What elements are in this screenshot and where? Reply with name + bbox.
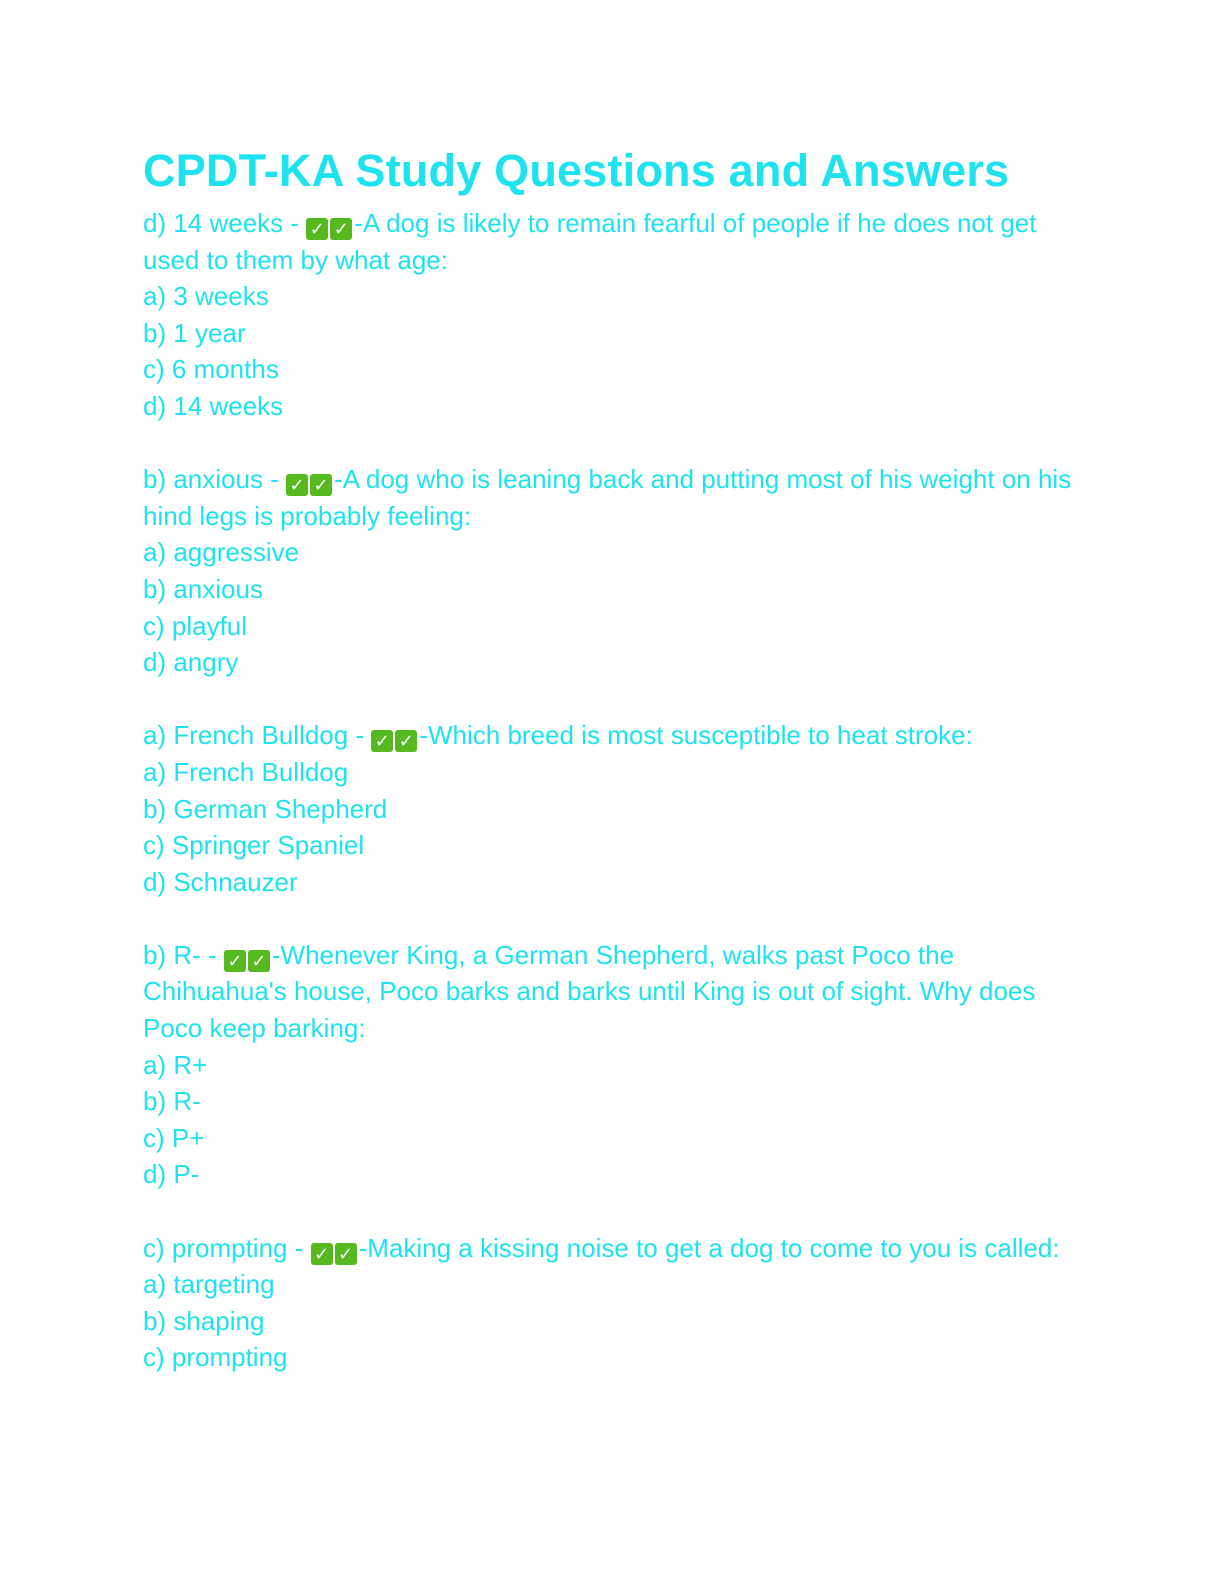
question-line xyxy=(143,205,1083,278)
option-c: c) prompting xyxy=(143,1342,288,1373)
question-text: -Whenever King, a German Shepherd, walks past Poco the Chihuahua's house, Poco barks and barks until King is out of sight. Why does Poco keep barking: xyxy=(143,939,1036,1044)
answer-prefix: b) R- - xyxy=(143,939,224,970)
check-mark-icon: ✓ xyxy=(224,950,246,972)
qa-item xyxy=(143,717,1083,900)
qa-item xyxy=(143,1230,1083,1376)
document-page xyxy=(143,143,1083,1413)
question-line xyxy=(143,461,1083,534)
check-mark-icon: ✓ xyxy=(371,730,393,752)
option-b: b) 1 year xyxy=(143,317,246,348)
check-mark-icon: ✓ xyxy=(395,730,417,752)
qa-item xyxy=(143,937,1083,1193)
check-mark-icon: ✓ xyxy=(310,474,332,496)
check-mark-icon: ✓ xyxy=(306,218,328,240)
check-mark-icon: ✓ xyxy=(286,474,308,496)
question-text: -Which breed is most susceptible to heat stroke: xyxy=(419,720,973,751)
option-b: b) shaping xyxy=(143,1305,265,1336)
document-title: CPDT-KA Study Questions and Answers xyxy=(143,145,1010,196)
check-mark-icon: ✓ xyxy=(248,950,270,972)
question-text: -A dog is likely to remain fearful of people if he does not get used to them by what age: xyxy=(143,208,1037,275)
answer-prefix: b) anxious - xyxy=(143,464,287,495)
option-a: a) targeting xyxy=(143,1269,275,1300)
option-d: d) Schnauzer xyxy=(143,866,298,897)
option-a: a) French Bulldog xyxy=(143,756,349,787)
option-b: b) R- xyxy=(143,1086,201,1117)
question-text: -A dog who is leaning back and putting most of his weight on his hind legs is probably feeling: xyxy=(143,464,1072,531)
check-mark-icon: ✓ xyxy=(335,1243,357,1265)
check-mark-icon: ✓ xyxy=(330,218,352,240)
answer-prefix: c) prompting - xyxy=(143,1232,311,1263)
answer-prefix: a) French Bulldog - xyxy=(143,720,372,751)
option-b: b) anxious xyxy=(143,573,263,604)
qa-item xyxy=(143,461,1083,681)
answer-prefix: d) 14 weeks - xyxy=(143,208,307,238)
question-text: -Making a kissing noise to get a dog to come to you is called: xyxy=(358,1232,1060,1263)
option-c: c) playful xyxy=(143,610,248,641)
question-line xyxy=(143,1230,1083,1267)
qa-item xyxy=(143,205,1083,425)
question-line xyxy=(143,937,1083,1047)
option-c: c) P+ xyxy=(143,1122,205,1153)
option-c: c) 6 months xyxy=(143,354,279,385)
option-a: a) aggressive xyxy=(143,537,300,568)
option-d: d) angry xyxy=(143,647,239,678)
option-d: d) P- xyxy=(143,1159,200,1190)
question-line xyxy=(143,717,1083,754)
option-d: d) 14 weeks xyxy=(143,390,284,421)
option-b: b) German Shepherd xyxy=(143,793,388,824)
option-a: a) 3 weeks xyxy=(143,281,269,312)
option-a: a) R+ xyxy=(143,1049,208,1080)
check-mark-icon: ✓ xyxy=(311,1243,333,1265)
option-c: c) Springer Spaniel xyxy=(143,830,365,861)
